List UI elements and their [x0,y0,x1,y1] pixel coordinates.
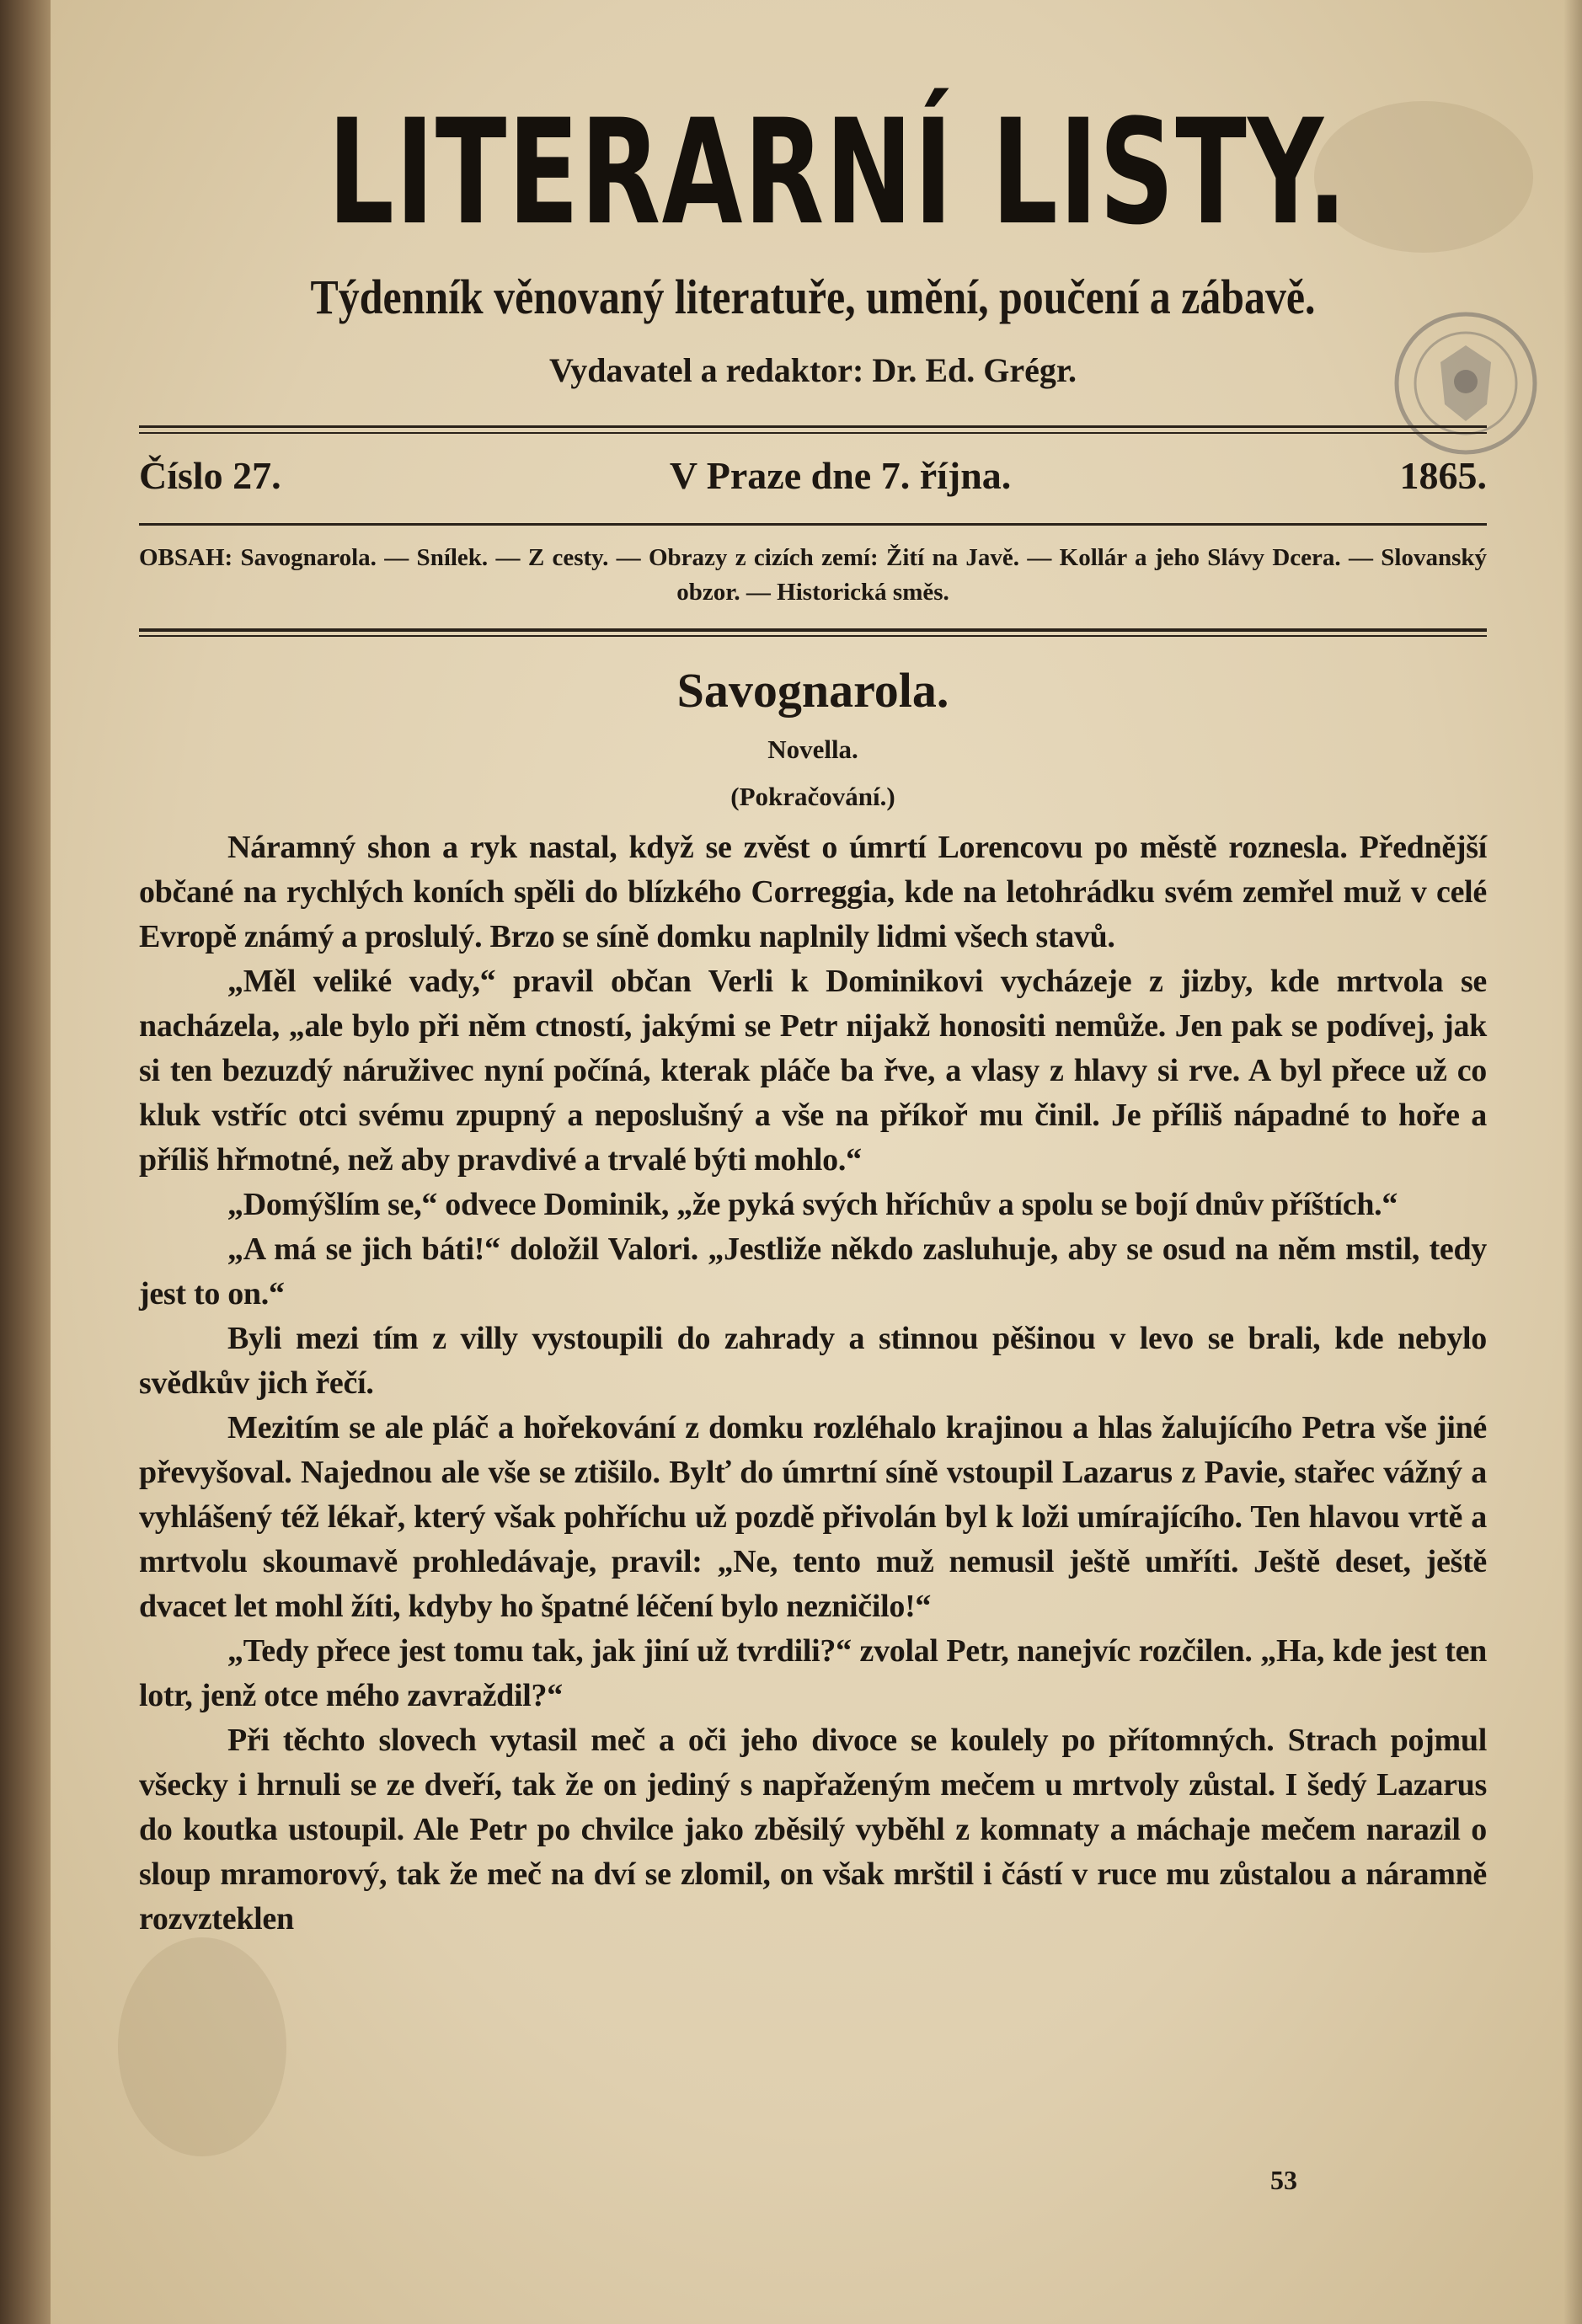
editor-line: Vydavatel a redaktor: Dr. Ed. Grégr. [549,351,1077,389]
paragraph: Náramný shon a ryk nastal, když se zvěst o úmrtí Lorencovu po městě roznesla. Přednější občané na rychlých koních spěli do blízkého Correggia, kde na letohrádku svém zemřel muž v celé Evropě známý a proslulý. Brzo se síně domku naplnily lidmi všech stavů. [139,830,1487,954]
page-number: 53 [1270,2165,1297,2195]
divider [139,628,1487,632]
paragraph: „A má se jich báti!“ doložil Valori. „Jestliže někdo zasluhuje, aby se osud na něm mstil, tedy jest to on.“ [139,1231,1487,1312]
issue-place-date: V Praze dne 7. října. [669,454,1012,497]
issue-number: Číslo 27. [139,454,281,497]
page-edge-shadow [1563,0,1582,2324]
paragraph: Při těchto slovech vytasil meč a oči jeho divoce se koulely po přítomných. Strach pojmul všecky i hrnuli se ze dveří, tak že on jediný s napřaženým mečem u mrtvoly zůstal. I šedý Lazarus do koutka ustoupil. Ale Petr po chvilce jako zběsilý vyběhl z komnaty a máchaje mečem narazil o sloup mramorový, tak že meč na dví se zlomil, on však mrštil i částí v ruce mu zůstalou a náramně rozvzteklen [139,1723,1487,1937]
paragraph: „Domýšlím se,“ odvece Dominik, „že pyká svých hříchův a spolu se bojí dnův příštích.“ [227,1187,1398,1222]
paper-stain [118,1937,286,2156]
issue-info [139,452,1487,500]
article-title: Savognarola. [676,663,949,718]
divider [139,425,1487,428]
masthead-subtitle: Týdenník věnovaný literatuře, umění, poučení a zábavě. [310,270,1316,324]
paragraph: „Tedy přece jest tomu tak, jak jiní už tvrdili?“ zvolal Petr, nanejvíc rozčilen. „Ha, kde jest ten lotr, jenž otce mého zavraždil?“ [139,1633,1487,1713]
article-genre: Novella. [767,735,858,764]
article-body [139,825,1487,1942]
divider [139,432,1487,434]
article-continued-note: (Pokračování.) [730,782,895,811]
divider [139,635,1487,637]
table-of-contents: OBSAH: Savognarola. — Snílek. — Z cesty. — Obrazy z cizích zemí: Žití na Javě. — Kollár a jeho Slávy Dcera. — Slovanský obzor. — Historická směs. [139,544,1487,606]
paragraph: Byli mezi tím z villy vystoupili do zahrady a stinnou pěšinou v levo se brali, kde nebylo svědkův jich řečí. [139,1321,1487,1401]
divider [139,523,1487,526]
paragraph: Mezitím se ale pláč a hořekování z domku rozléhalo krajinou a hlas žalujícího Petra vše jiné převyšoval. Najednou ale vše se ztišilo. Bylť do úmrtní síně vstoupil Lazarus z Pavie, stařec vážný a vyhlášený též lékař, který však pohříchu už pozdě přivolán byl k loži umírajícího. Ten hlavou vrtě a mrtvolu skoumavě prohledávaje, pravil: „Ne, tento muž nemusil ještě umříti. Ještě deset, ještě dvacet let mohl žíti, kdyby ho špatné léčení bylo nezničilo!“ [139,1410,1487,1624]
paragraph: „Měl veliké vady,“ pravil občan Verli k Dominikovi vycházeje z jizby, kde mrtvola se nacházela, „ale bylo při něm ctností, jakými se Petr nijakž honositi nemůže. Jen pak se podívej, jak si ten bezuzdý náruživec nyní počíná, kterak pláče ba řve, a vlasy z hlavy si rve. A byl přece už co kluk vstříc otci svému zpupný a neposlušný a vše na příkoř mu činil. Je příliš nápadné to hoře a příliš hřmotné, než aby pravdivé a trvalé býti mohlo.“ [139,964,1487,1178]
issue-year: 1865. [1399,454,1487,497]
masthead-title: LITERARNÍ LISTY. [328,88,1349,257]
page-content [139,88,1487,1942]
